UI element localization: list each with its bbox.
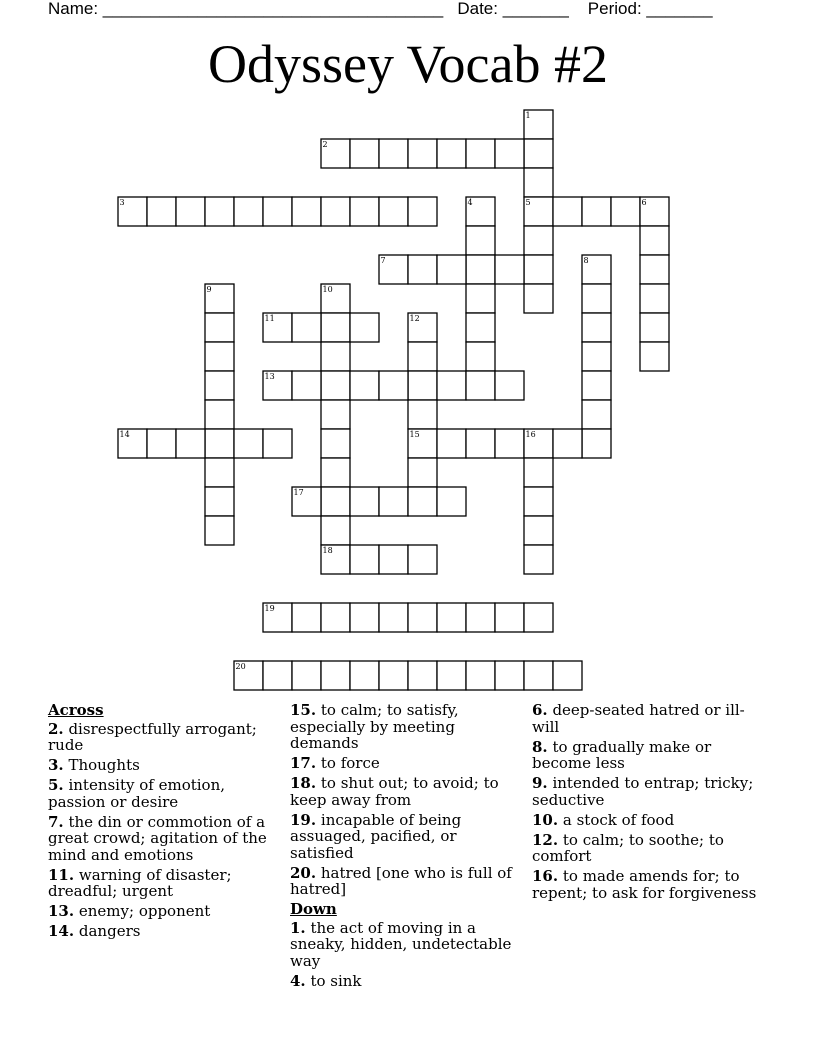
clue-across-15: 15. to calm; to satisfy, especially by meeting demands (290, 701, 459, 752)
crossword-cell[interactable] (495, 603, 524, 632)
crossword-cell[interactable] (640, 226, 669, 255)
crossword-cell[interactable] (408, 545, 437, 574)
crossword-cell[interactable] (408, 371, 437, 400)
crossword-cell[interactable] (205, 342, 234, 371)
clue-across-5: 5. intensity of emotion, passion or desire (48, 776, 226, 811)
date-field[interactable]: Date: _______ (457, 0, 569, 18)
clues-column-2 (290, 702, 522, 993)
crossword-cell[interactable] (147, 197, 176, 226)
crossword-cell[interactable] (408, 458, 437, 487)
cell-number: 9 (206, 285, 212, 294)
crossword-cell[interactable] (379, 139, 408, 168)
crossword-cell[interactable] (611, 197, 640, 226)
crossword-cell[interactable] (350, 371, 379, 400)
cell-number: 18 (322, 546, 333, 555)
crossword-cell[interactable] (379, 197, 408, 226)
crossword-cell[interactable] (437, 661, 466, 690)
crossword-cell[interactable] (582, 400, 611, 429)
cell-number: 5 (525, 198, 531, 207)
crossword-cell[interactable] (321, 661, 350, 690)
crossword-cell[interactable] (582, 342, 611, 371)
cell-number: 15 (409, 430, 420, 439)
cell-number: 2 (322, 140, 328, 149)
crossword-cell[interactable] (524, 487, 553, 516)
clues-column-1 (48, 702, 273, 943)
crossword-cell[interactable] (321, 516, 350, 545)
clue-down-9: 9. intended to entrap; tricky; seductive (532, 774, 754, 809)
period-field[interactable]: Period: _______ (587, 0, 713, 18)
crossword-cell[interactable] (553, 429, 582, 458)
crossword-cell[interactable] (524, 516, 553, 545)
crossword-cell[interactable] (379, 603, 408, 632)
clue-across-14: 14. dangers (48, 922, 141, 940)
crossword-cell[interactable] (437, 371, 466, 400)
cell-number: 6 (641, 198, 647, 207)
crossword-cell[interactable] (379, 487, 408, 516)
crossword-cell[interactable] (350, 661, 379, 690)
crossword-cell[interactable] (495, 139, 524, 168)
crossword-cell[interactable] (466, 313, 495, 342)
crossword-cell[interactable] (495, 371, 524, 400)
crossword-cell[interactable] (205, 516, 234, 545)
crossword-cell[interactable] (321, 603, 350, 632)
clue-across-11: 11. warning of disaster; dreadful; urgent (48, 865, 232, 900)
crossword-cell[interactable] (553, 197, 582, 226)
cell-number: 19 (264, 604, 275, 613)
cell-number: 11 (264, 314, 275, 323)
crossword-cell[interactable] (466, 603, 495, 632)
crossword-cell[interactable] (350, 545, 379, 574)
down-heading: Down (290, 900, 337, 918)
crossword-cell[interactable] (176, 197, 205, 226)
crossword-cell[interactable] (321, 429, 350, 458)
crossword-cell[interactable] (640, 342, 669, 371)
crossword-cell[interactable] (524, 603, 553, 632)
clue-across-7: 7. the din or commotion of a great crowd; agitation of the mind and emotions (48, 812, 267, 864)
crossword-cell[interactable] (263, 197, 292, 226)
crossword-cell[interactable] (205, 400, 234, 429)
crossword-cell[interactable] (437, 603, 466, 632)
crossword-cell[interactable] (524, 226, 553, 255)
crossword-cell[interactable] (524, 139, 553, 168)
crossword-cell[interactable] (408, 342, 437, 371)
crossword-cell[interactable] (408, 197, 437, 226)
crossword-cell[interactable] (205, 197, 234, 226)
page-title: Odyssey Vocab #2 (208, 34, 608, 94)
clue-across-19: 19. incapable of being assuaged, pacified, or satisfied (290, 810, 462, 862)
clue-down-4: 4. to sink (290, 971, 362, 990)
crossword-cell[interactable] (466, 342, 495, 371)
crossword-cell[interactable] (553, 661, 582, 690)
crossword-cell[interactable] (437, 255, 466, 284)
crossword-cell[interactable] (408, 661, 437, 690)
crossword-cell[interactable] (582, 371, 611, 400)
crossword-cell[interactable] (466, 139, 495, 168)
crossword-cell[interactable] (321, 400, 350, 429)
crossword-cell[interactable] (640, 255, 669, 284)
crossword-cell[interactable] (495, 255, 524, 284)
cell-number: 16 (525, 430, 536, 439)
crossword-cell[interactable] (379, 371, 408, 400)
crossword-cell[interactable] (524, 255, 553, 284)
crossword-cell[interactable] (466, 429, 495, 458)
cell-number: 12 (409, 314, 420, 323)
crossword-cell[interactable] (524, 661, 553, 690)
cell-number: 3 (119, 198, 125, 207)
crossword-cell[interactable] (321, 342, 350, 371)
crossword-cell[interactable] (263, 429, 292, 458)
crossword-cell[interactable] (524, 458, 553, 487)
crossword-cell[interactable] (495, 429, 524, 458)
crossword-cell[interactable] (524, 168, 553, 197)
crossword-cell[interactable] (466, 255, 495, 284)
clue-down-8: 8. to gradually make or become less (532, 737, 712, 772)
clue-down-1: 1. the act of moving in a sneaky, hidden, undetectable way (290, 918, 512, 970)
crossword-cell[interactable] (292, 661, 321, 690)
crossword-cell[interactable] (379, 661, 408, 690)
cell-number: 8 (583, 256, 589, 265)
crossword-cell[interactable] (205, 458, 234, 487)
clue-across-20: 20. hatred [one who is full of hatred] (290, 863, 512, 898)
crossword-cell[interactable] (466, 284, 495, 313)
cell-number: 4 (467, 198, 473, 207)
clue-across-13: 13. enemy; opponent (48, 902, 211, 920)
clues-column-3 (532, 702, 768, 905)
crossword-cell[interactable] (640, 313, 669, 342)
crossword-cell[interactable] (408, 603, 437, 632)
cell-number: 1 (525, 111, 531, 120)
across-heading: Across (48, 701, 104, 719)
cell-number: 7 (380, 256, 386, 265)
crossword-cell[interactable] (582, 197, 611, 226)
crossword-cell[interactable] (437, 139, 466, 168)
crossword-cell[interactable] (234, 429, 263, 458)
cell-number: 14 (119, 430, 130, 439)
crossword-cell[interactable] (408, 400, 437, 429)
crossword-cell[interactable] (205, 313, 234, 342)
crossword-cell[interactable] (292, 197, 321, 226)
crossword-cell[interactable] (147, 429, 176, 458)
cell-number: 20 (235, 662, 246, 671)
crossword-cell[interactable] (321, 197, 350, 226)
crossword-cell[interactable] (205, 371, 234, 400)
crossword-cell[interactable] (524, 284, 553, 313)
crossword-cell[interactable] (292, 313, 321, 342)
crossword-cell[interactable] (582, 284, 611, 313)
crossword-cell[interactable] (350, 139, 379, 168)
crossword-cell[interactable] (350, 487, 379, 516)
crossword-cell[interactable] (408, 139, 437, 168)
crossword-cell[interactable] (321, 487, 350, 516)
crossword-cell[interactable] (379, 545, 408, 574)
crossword-cell[interactable] (205, 429, 234, 458)
crossword-cell[interactable] (408, 487, 437, 516)
crossword-cell[interactable] (495, 661, 524, 690)
crossword-cell[interactable] (582, 313, 611, 342)
clue-down-12: 12. to calm; to soothe; to comfort (532, 830, 724, 865)
crossword-cell[interactable] (234, 197, 263, 226)
crossword-cell[interactable] (350, 197, 379, 226)
crossword-cell[interactable] (466, 226, 495, 255)
crossword-cell[interactable] (321, 371, 350, 400)
crossword-cell[interactable] (582, 429, 611, 458)
clue-down-6: 6. deep-seated hatred or ill-will (532, 701, 745, 736)
clue-across-3: 3. Thoughts (48, 756, 140, 774)
clue-down-10: 10. a stock of food (532, 810, 675, 829)
crossword-cell[interactable] (524, 545, 553, 574)
cell-number: 17 (293, 488, 304, 497)
crossword-cell[interactable] (292, 371, 321, 400)
crossword-cell[interactable] (321, 313, 350, 342)
clue-across-17: 17. to force (290, 754, 380, 772)
clue-across-2: 2. disrespectfully arrogant; rude (48, 719, 257, 754)
crossword-cell[interactable] (466, 661, 495, 690)
cell-number: 10 (322, 285, 333, 294)
crossword-cell[interactable] (437, 487, 466, 516)
crossword-cell[interactable] (408, 255, 437, 284)
crossword-cell[interactable] (350, 603, 379, 632)
cell-number: 13 (264, 372, 275, 381)
crossword-cell[interactable] (263, 661, 292, 690)
crossword-cell[interactable] (176, 429, 205, 458)
clue-across-18: 18. to shut out; to avoid; to keep away from (290, 774, 499, 809)
crossword-cell[interactable] (640, 284, 669, 313)
crossword-cell[interactable] (466, 371, 495, 400)
crossword-cell[interactable] (437, 429, 466, 458)
crossword-cell[interactable] (350, 313, 379, 342)
crossword-cell[interactable] (321, 458, 350, 487)
clue-down-16: 16. to made amends for; to repent; to ask for forgiveness (532, 867, 757, 902)
crossword-cell[interactable] (205, 487, 234, 516)
name-field[interactable]: Name: ____________________________________ (48, 0, 444, 18)
crossword-cell[interactable] (292, 603, 321, 632)
